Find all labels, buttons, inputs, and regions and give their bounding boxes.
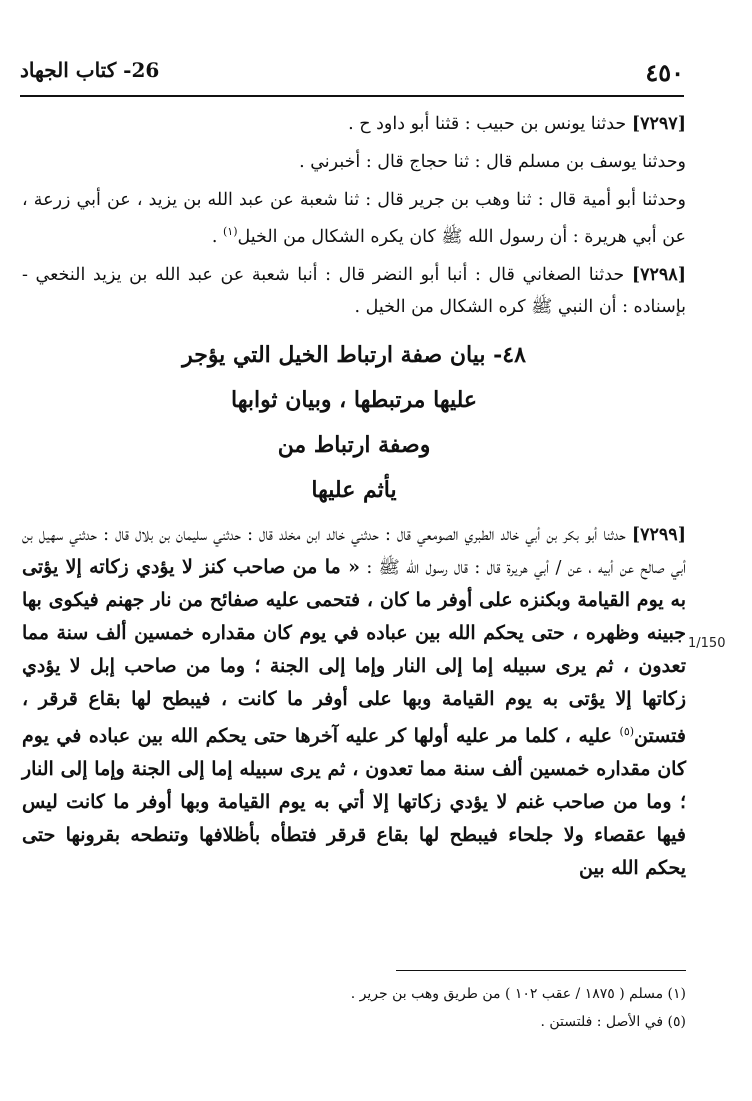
paragraph-tail: .: [211, 226, 223, 247]
page-number: ٤٥٠: [645, 58, 684, 87]
hadith-number: [٧٢٩٨]: [631, 264, 686, 285]
hadith-number: [٧٢٩٩]: [631, 524, 686, 545]
footnote-ref-1[interactable]: (١): [222, 225, 238, 238]
paragraph-7297: [22, 108, 686, 140]
section-heading-line-1: ٤٨- بيان صفة ارتباط الخيل التي يؤجر: [182, 341, 526, 368]
footnotes: [22, 980, 686, 1036]
section-heading-line-2: عليها مرتبطها ، وبيان ثوابها: [230, 386, 478, 413]
paragraph-7298: [22, 259, 686, 323]
footnote-ref-5[interactable]: (٥): [619, 724, 635, 738]
paragraph-chain-3: [22, 184, 686, 253]
hadith-isnad: حدثنا أبو بكر بن أبي خالد الطبري الصومعي قال : حدثني خالد ابن مخلد قال : حدثني سليمان بن بلال قال : حدثني سهيل بن أبي صالح عن أبيه ، عن / أبي هريرة قال : قال رسول الله ﷺ :: [22, 524, 686, 578]
paragraph-text: وحدثنا يوسف بن مسلم قال : ثنا حجاج قال : أخبرني .: [299, 152, 686, 172]
section-heading: [22, 333, 686, 513]
paragraph-text: وحدثنا أبو أمية قال : ثنا وهب بن جرير قال : ثنا شعبة عن عبد الله بن يزيد ، عن أبي زرعة ، عن أبي هريرة : أن رسول الله ﷺ كان يكره الشكال من الخيل: [22, 190, 686, 247]
hadith-matn: « ما من صاحب كنز لا يؤدي زكاته إلا يؤتى به يوم القيامة وبكنزه على أوفر ما كان ، فتحمى عليه صفائح من نار جهنم فيكوى بها جبينه وظهره ، حتى يحكم الله بين عباده في يوم كان مقداره خمسين ألف سنة مما تعدون ، ثم يرى سبيله إما إلى النار وإما إلى الجنة ؛ وما من صاحب إبل لا يؤدي زكاتها إلا يؤتى به يوم القيامة وبها على أوفر ما كانت ، فيبطح لها بقاع قرقر ، فتستن: [22, 555, 686, 747]
section-heading-line-3: وصفة ارتباط من: [277, 431, 431, 458]
main-text: [22, 108, 686, 885]
header-rule: [20, 95, 684, 97]
hadith-7299: [22, 519, 686, 885]
page-header: [20, 58, 684, 92]
hadith-number: [٧٢٩٧]: [631, 114, 686, 134]
chapter-title: 26- كتاب الجهاد: [20, 58, 160, 82]
footnote-rule: [396, 970, 686, 971]
hadith-matn-continued: عليه ، كلما مر عليه أولها كر عليه آخرها حتى يحكم الله بين عباده في يوم كان مقداره خمسين ألف سنة مما تعدون ، ثم يرى سبيله إما إلى الجنة وإما إلى النار ؛ وما من صاحب غنم لا يؤدي زكاتها إلا أتي به يوم القيامة وبها أوفر ما كانت ليس فيها عقصاء ولا جلحاء فيبطح لها بقاع قرقر فتطأه بأظلافها وتنطحه بقرونها حتى يحكم الله بين: [22, 724, 686, 879]
paragraph-text: حدثنا يونس بن حبيب : قثنا أبو داود ح .: [348, 114, 627, 134]
paragraph-text: حدثنا الصغاني قال : أنبا أبو النضر قال : أنبا شعبة عن عبد الله بن يزيد النخعي - بإسناده : أن النبي ﷺ كره الشكال من الخيل .: [22, 264, 686, 317]
footnote-1: (١) مسلم ( ١٨٧٥ / عقب ١٠٢ ) من طريق وهب بن جرير .: [350, 986, 686, 1002]
paragraph-chain-2: [22, 146, 686, 178]
footnote-5: (٥) في الأصل : فلتستن .: [540, 1014, 686, 1030]
manuscript-folio-note: 1/150: [688, 636, 726, 651]
section-heading-line-4: يأثم عليها: [311, 476, 397, 503]
